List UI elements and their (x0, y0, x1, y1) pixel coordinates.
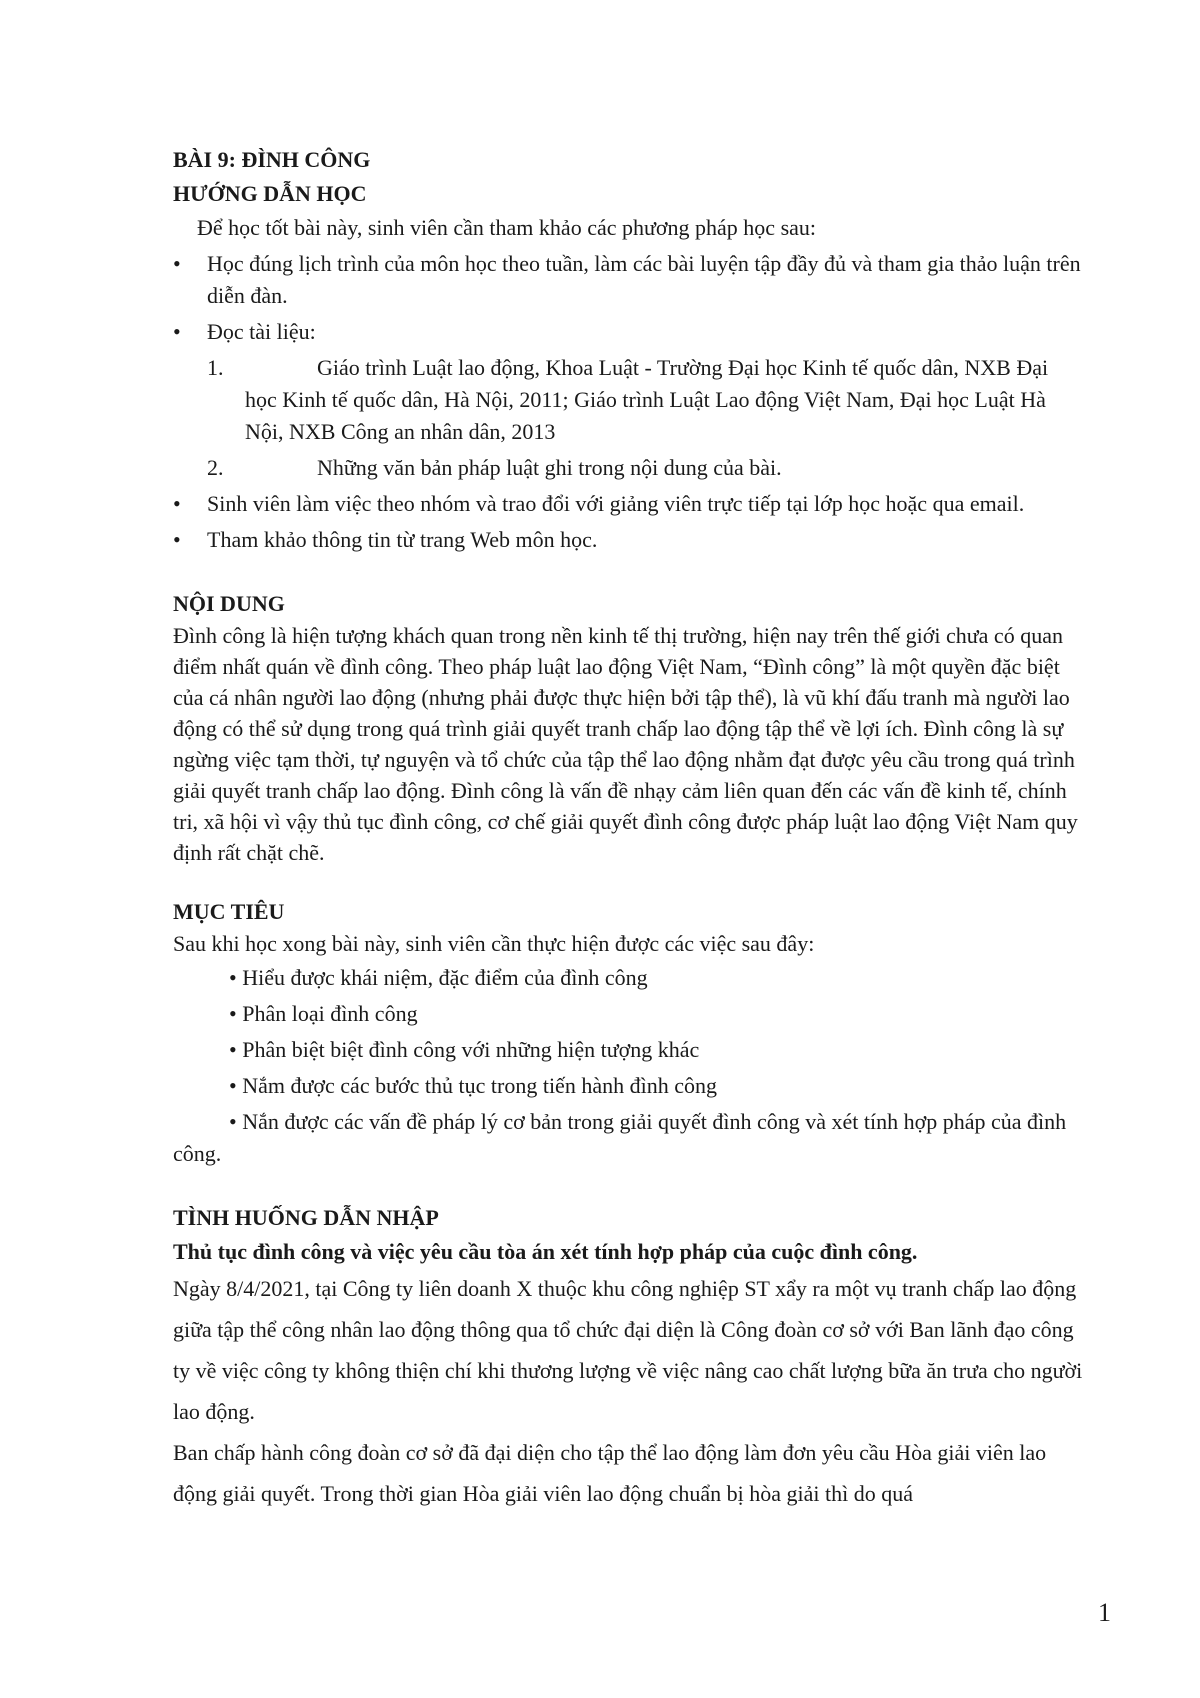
bullet-symbol: • (173, 251, 181, 276)
objectives-list (173, 962, 1085, 1170)
bullet-symbol: • (173, 319, 181, 344)
reference-number: 1. (207, 355, 224, 380)
case-paragraph: Ngày 8/4/2021, tại Công ty liên doanh X thuộc khu công nghiệp ST xẩy ra một vụ tranh chấp lao động giữa tập thể công nhân lao động thông qua tổ chức đại diện là Công đoàn cơ sở với Ban lãnh đạo công ty về việc công ty không thiện chí khi thương lượng về việc nâng cao chất lượng bữa ăn trưa cho người lao động. (173, 1276, 1083, 1424)
list-item: • Tham khảo thông tin từ trang Web môn học. (173, 524, 1085, 556)
list-item: • Phân loại đình công (229, 1001, 418, 1026)
content-heading: NỘI DUNG (173, 591, 285, 616)
page-number: 1 (1098, 1598, 1111, 1627)
list-item: • Nắn được các vấn đề pháp lý cơ bản trong giải quyết đình công và xét tính hợp pháp của đình công. (173, 1109, 1067, 1166)
list-item: • Hiểu được khái niệm, đặc điểm của đình công (229, 965, 648, 990)
lesson-title: BÀI 9: ĐÌNH CÔNG (173, 147, 371, 172)
case-paragraph: Ban chấp hành công đoàn cơ sở đã đại diện cho tập thể lao động làm đơn yêu cầu Hòa giải viên lao động giải quyết. Trong thời gian Hòa giải viên lao động chuẩn bị hòa giải thì do quá (173, 1440, 1047, 1506)
list-item: • Nắm được các bước thủ tục trong tiến hành đình công (229, 1073, 717, 1098)
spacer (173, 560, 1085, 588)
spacer (173, 868, 1085, 896)
reference-number: 2. (207, 455, 224, 480)
case-subheading: Thủ tục đình công và việc yêu cầu tòa án xét tính hợp pháp của cuộc đình công. (173, 1239, 918, 1264)
guide-bullets (173, 248, 1085, 348)
list-item (173, 452, 1085, 484)
spacer (173, 1174, 1085, 1202)
case-heading: TÌNH HUỐNG DẪN NHẬP (173, 1205, 439, 1230)
objectives-intro: Sau khi học xong bài này, sinh viên cần thực hiện được các việc sau đây: (173, 931, 815, 956)
list-item: • Học đúng lịch trình của môn học theo tuần, làm các bài luyện tập đầy đủ và tham gia thảo luận trên diễn đàn. (173, 248, 1085, 312)
guide-heading: HƯỚNG DẪN HỌC (173, 181, 367, 206)
guide-intro: Để học tốt bài này, sinh viên cần tham khảo các phương pháp học sau: (197, 215, 817, 240)
list-item (173, 352, 1085, 448)
bullet-symbol: • (173, 491, 181, 516)
page-content (173, 144, 1085, 1514)
reference-text: Những văn bản pháp luật ghi trong nội dung của bài. (317, 455, 782, 480)
case-body (173, 1268, 1085, 1514)
list-item: • Sinh viên làm việc theo nhóm và trao đổi với giảng viên trực tiếp tại lớp học hoặc qua email. (173, 488, 1085, 520)
guide-bullets-after (173, 488, 1085, 556)
content-paragraph: Đình công là hiện tượng khách quan trong nền kinh tế thị trường, hiện nay trên thế giới chưa có quan điểm nhất quán về đình công. Theo pháp luật lao động Việt Nam, “Đình công” là một quyền đặc biệt của cá nhân người lao động (nhưng phải được thực hiện bởi tập thể), là vũ khí đấu tranh mà người lao động có thể sử dụng trong quá trình giải quyết tranh chấp lao động tập thể về lợi ích. Đình công là sự ngừng việc tạm thời, tự nguyện và tổ chức của tập thể lao động nhằm đạt được yêu cầu trong quá trình giải quyết tranh chấp lao động. Đình công là vấn đề nhạy cảm liên quan đến các vấn đề kinh tế, chính tri, xã hội vì vậy thủ tục đình công, cơ chế giải quyết đình công được pháp luật lao động Việt Nam quy định rất chặt chẽ. (173, 623, 1078, 865)
objectives-heading: MỤC TIÊU (173, 899, 285, 924)
reference-list (173, 352, 1085, 484)
list-item: • Phân biệt biệt đình công với những hiện tượng khác (229, 1037, 700, 1062)
bullet-symbol: • (173, 527, 181, 552)
list-item: • Đọc tài liệu: (173, 316, 1085, 348)
reference-text: Giáo trình Luật lao động, Khoa Luật - Trường Đại học Kinh tế quốc dân, NXB Đại học Kinh tế quốc dân, Hà Nội, 2011; Giáo trình Luật Lao động Việt Nam, Đại học Luật Hà Nội, NXB Công an nhân dân, 2013 (245, 355, 1049, 444)
